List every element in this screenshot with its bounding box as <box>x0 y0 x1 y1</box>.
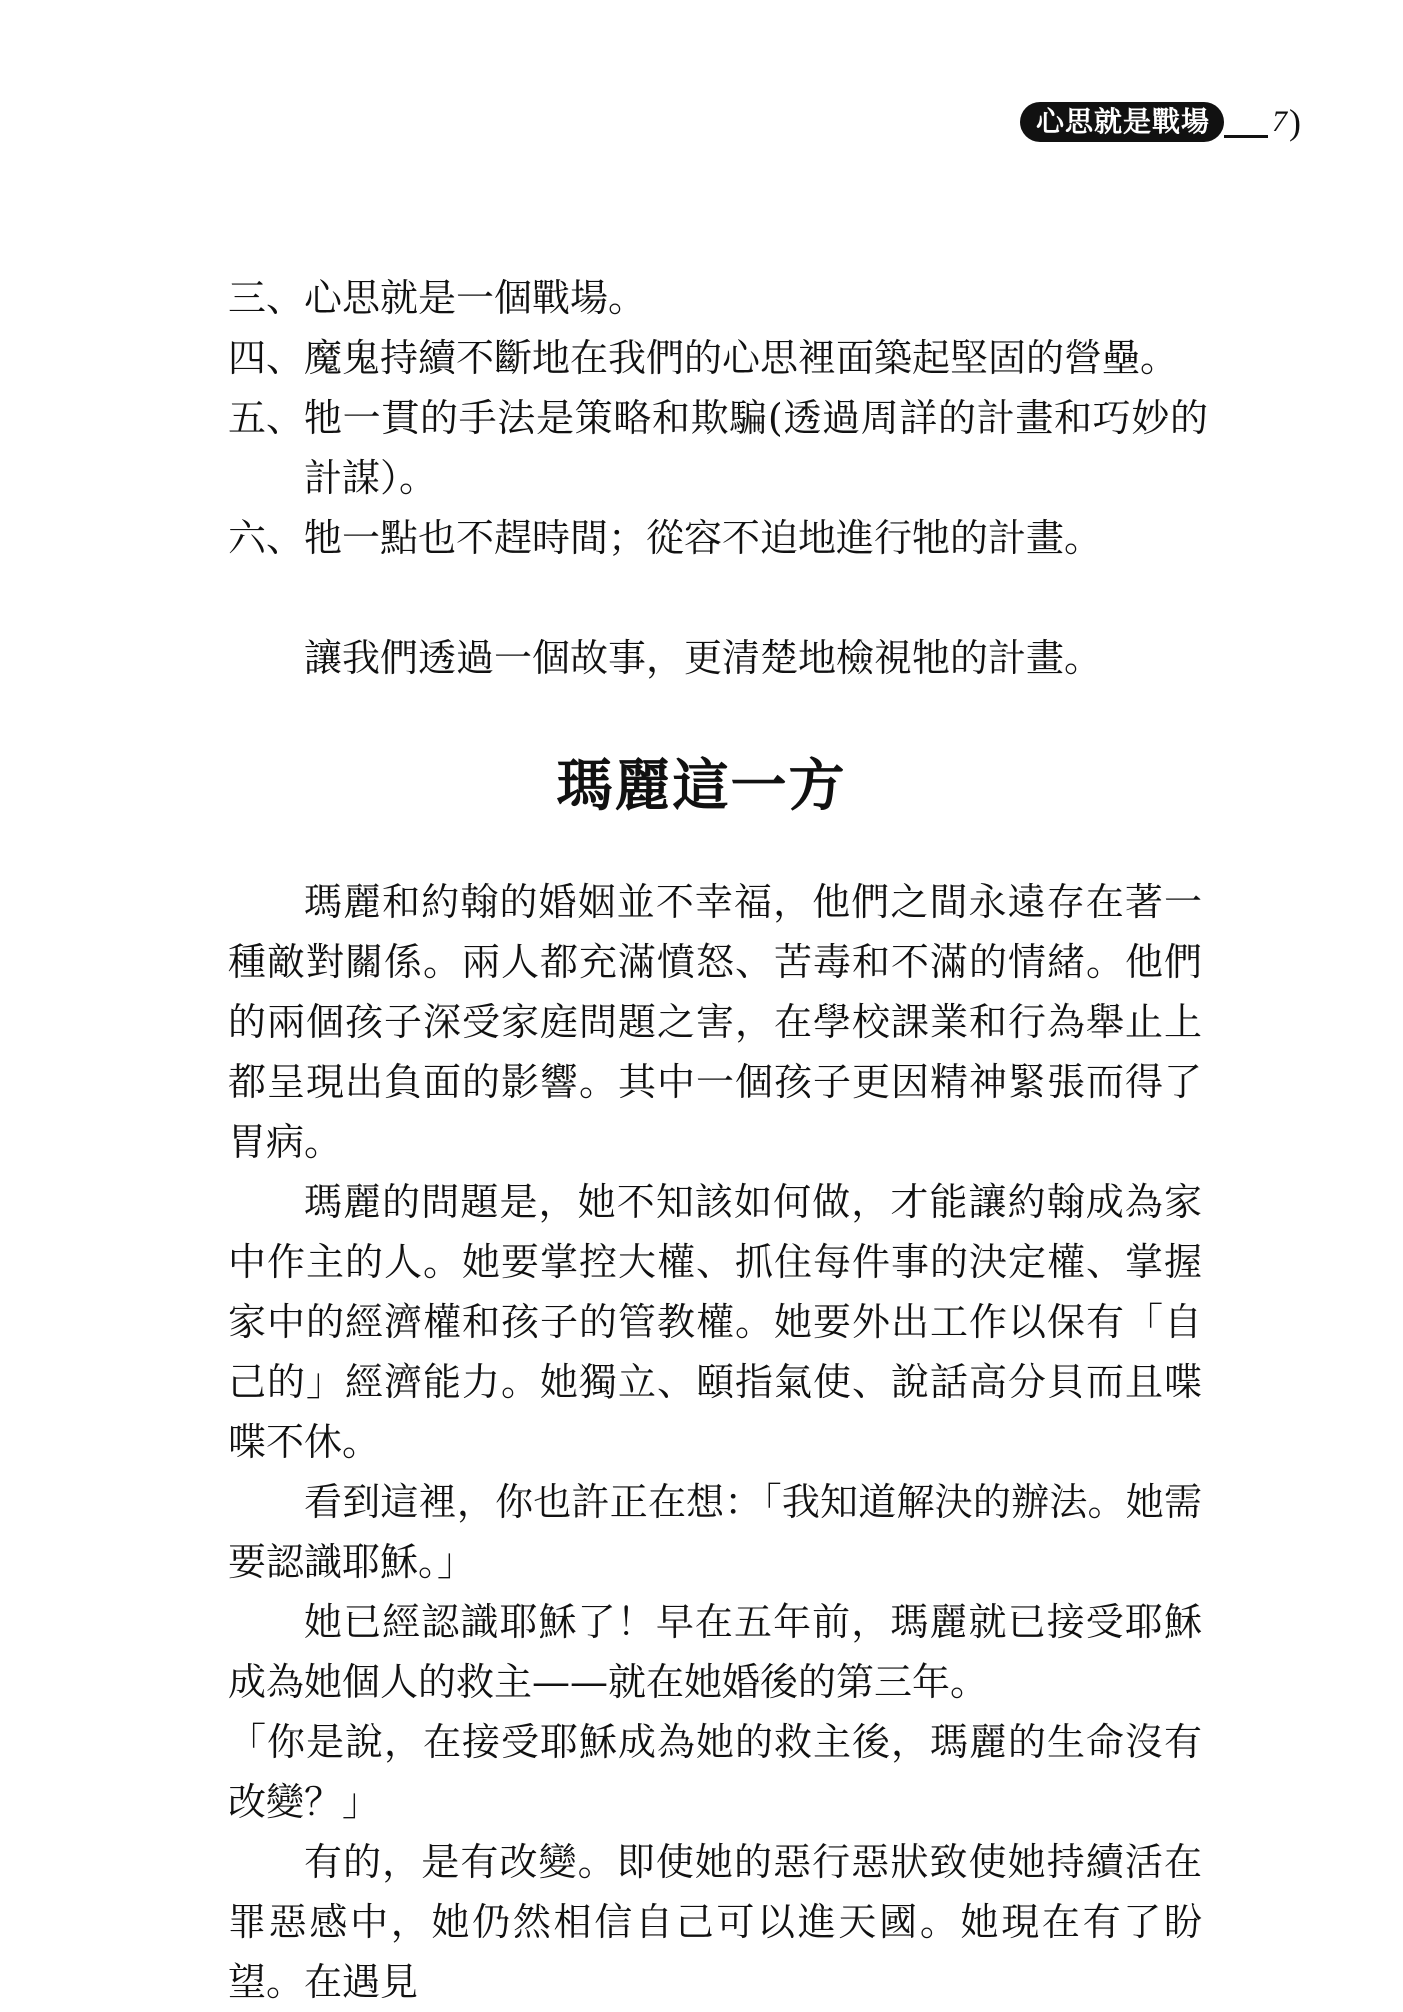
list-item-text: 牠一貫的手法是策略和欺騙(透過周詳的計畫和巧妙的計謀）。 <box>304 396 1208 500</box>
list-item-text: 魔鬼持續不斷地在我們的心思裡面築起堅固的營壘。 <box>304 336 1179 380</box>
list-item <box>228 508 1208 568</box>
section-title-badge: 心思就是戰場 <box>1020 102 1224 142</box>
list-item <box>228 388 1208 508</box>
list-item <box>228 268 1208 328</box>
list-item-number: 五、 <box>228 396 305 440</box>
page-number-bracket: ) <box>1289 102 1302 142</box>
body-paragraph: 「你是說，在接受耶穌成為她的救主後，瑪麗的生命沒有改變？」 <box>228 1720 1202 1824</box>
list-item-number: 四、 <box>228 336 305 380</box>
list-item <box>228 328 1208 388</box>
body-paragraph: 瑪麗和約翰的婚姻並不幸福，他們之間永遠存在著一種敵對關係。兩人都充滿憤怒、苦毒和不滿的情緒。他們的兩個孩子深受家庭問題之害，在學校課業和行為舉止上都呈現出負面的影響。其中一個孩子更因精神緊張而得了胃病。 <box>228 880 1202 1164</box>
body-paragraph: 瑪麗的問題是，她不知該如何做，才能讓約翰成為家中作主的人。她要掌控大權、抓住每件事的決定權、掌握家中的經濟權和孩子的管教權。她要外出工作以保有「自己的」經濟能力。她獨立、頤指氣使、說話高分貝而且喋喋不休。 <box>228 1180 1202 1464</box>
list-item-number: 六、 <box>228 516 305 560</box>
page-number: 7 <box>1272 105 1288 138</box>
intro-paragraph: 讓我們透過一個故事，更清楚地檢視牠的計畫。 <box>304 636 1103 680</box>
body-paragraph: 看到這裡，你也許正在想：「我知道解決的辦法。她需要認識耶穌。」 <box>228 1480 1202 1584</box>
list-item-number: 三、 <box>228 276 305 320</box>
story-body <box>228 872 1202 2012</box>
list-item-text: 牠一點也不趕時間；從容不迫地進行牠的計畫。 <box>304 516 1103 560</box>
section-heading: 瑪麗這一方 <box>556 754 847 819</box>
body-paragraph: 她已經認識耶穌了！早在五年前，瑪麗就已接受耶穌成為她個人的救主——就在她婚後的第三年。 <box>228 1600 1202 1704</box>
running-header <box>1020 100 1301 144</box>
body-paragraph: 有的，是有改變。即使她的惡行惡狀致使她持續活在罪惡感中，她仍然相信自己可以進天國。她現在有了盼望。在遇見 <box>228 1840 1202 2004</box>
numbered-list <box>228 268 1208 568</box>
header-rule <box>1224 135 1268 138</box>
list-item-text: 心思就是一個戰場。 <box>304 276 647 320</box>
